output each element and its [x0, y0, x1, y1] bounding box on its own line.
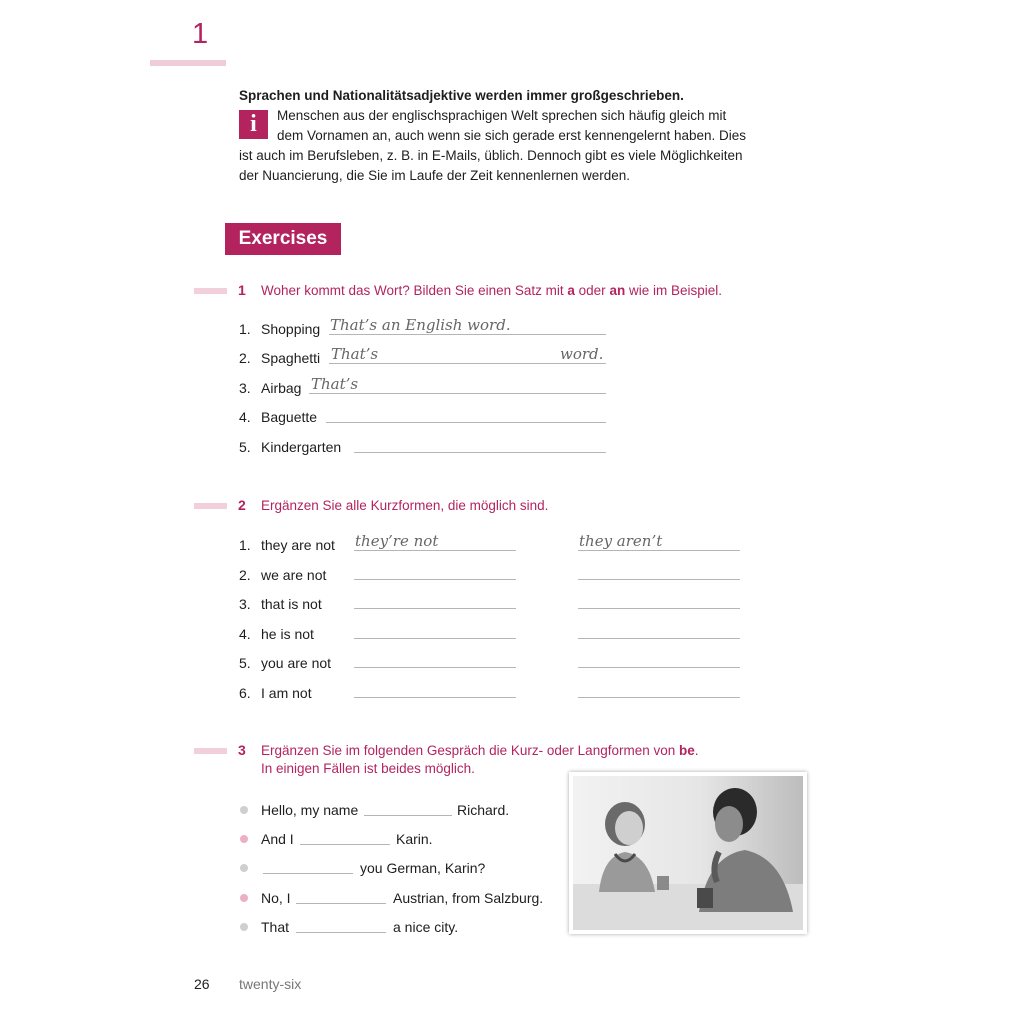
ex2-answer-line-1[interactable]: [354, 550, 516, 551]
ex3-text-after: a nice city.: [393, 919, 459, 935]
ex1-number: 1: [238, 282, 246, 298]
info-icon: i: [239, 110, 268, 139]
ex1-answer-line[interactable]: [326, 422, 606, 423]
ex3-text-before: That: [261, 919, 290, 935]
info-block: [239, 86, 779, 186]
photo-two-people: [569, 772, 807, 934]
speaker-dot-grey: [240, 806, 248, 814]
page-number-words: twenty-six: [239, 976, 302, 992]
ex1-instruction: Woher kommt das Wort? Bilden Sie einen Satz mit a oder an wie im Beispiel.: [261, 283, 722, 298]
ex2-answer-line-1[interactable]: [354, 697, 516, 698]
ex3-text-after: Austrian, from Salzburg.: [393, 890, 544, 906]
speaker-dot-grey: [240, 923, 248, 931]
ex2-instruction: Ergänzen Sie alle Kurzformen, die möglich sind.: [261, 498, 549, 513]
ex1-item-answer: That’s: [311, 375, 359, 393]
chapter-underline: [150, 60, 226, 66]
ex1-item-word: Shopping: [261, 321, 321, 337]
speaker-dot-pink: [240, 835, 248, 843]
ex3-instruction: Ergänzen Sie im folgenden Gespräch die Kurz- oder Langformen von be.: [261, 743, 699, 758]
ex1-item-word: Baguette: [261, 409, 318, 425]
chapter-number: 1: [192, 18, 209, 50]
ex3-text-after: you German, Karin?: [360, 860, 486, 876]
ex2-marker-bar: [194, 503, 227, 509]
info-text-line3: ist auch im Berufsleben, z. B. in E-Mails, üblich. Dennoch gibt es viele Möglichkeiten: [239, 148, 743, 163]
ex2-answer-line-1[interactable]: [354, 638, 516, 639]
ex1-answer-line[interactable]: [329, 363, 606, 364]
ex2-item-phrase: he is not: [261, 626, 314, 642]
ex3-answer-line[interactable]: [300, 844, 390, 845]
ex1-item-word: Spaghetti: [261, 350, 321, 366]
speaker-dot-pink: [240, 894, 248, 902]
ex2-item-phrase: that is not: [261, 596, 322, 612]
ex3-marker-bar: [194, 748, 227, 754]
speaker-dot-grey: [240, 864, 248, 872]
ex2-short-form-2: they aren’t: [579, 532, 663, 550]
ex1-answer-line[interactable]: [354, 452, 606, 453]
ex1-marker-bar: [194, 288, 227, 294]
page-number: 26: [194, 976, 210, 992]
ex1-item-number: 1.: [239, 321, 251, 337]
ex3-text-after: Richard.: [457, 802, 510, 818]
ex3-text-before: No, I: [261, 890, 291, 906]
ex2-answer-line-1[interactable]: [354, 608, 516, 609]
ex2-answer-line-2[interactable]: [578, 667, 740, 668]
info-text-line4: der Nuancierung, die Sie im Laufe der Zeit kennenlernen werden.: [239, 168, 630, 183]
ex2-short-form-1: they’re not: [355, 532, 439, 550]
ex2-item-number: 1.: [239, 537, 251, 553]
ex2-item-number: 4.: [239, 626, 251, 642]
ex1-item-number: 4.: [239, 409, 251, 425]
ex1-answer-line[interactable]: [329, 334, 606, 335]
ex1-item-word: Airbag: [261, 380, 302, 396]
ex1-item-answer-end: word.: [560, 345, 604, 363]
ex2-item-number: 5.: [239, 655, 251, 671]
ex2-answer-line-1[interactable]: [354, 579, 516, 580]
ex2-answer-line-2[interactable]: [578, 550, 740, 551]
ex2-item-phrase: we are not: [261, 567, 327, 583]
ex1-item-number: 2.: [239, 350, 251, 366]
ex2-answer-line-2[interactable]: [578, 638, 740, 639]
ex2-answer-line-2[interactable]: [578, 697, 740, 698]
ex3-text-before: Hello, my name: [261, 802, 359, 818]
info-text-line1: Menschen aus der englischsprachigen Welt sprechen sich häufig gleich mit: [277, 108, 727, 123]
ex2-item-number: 3.: [239, 596, 251, 612]
info-bold-line: Sprachen und Nationalitätsadjektive werden immer großgeschrieben.: [239, 88, 684, 103]
ex3-answer-line[interactable]: [263, 873, 353, 874]
ex2-item-phrase: you are not: [261, 655, 332, 671]
ex1-item-number: 5.: [239, 439, 251, 455]
ex3-answer-line[interactable]: [296, 932, 386, 933]
ex3-number: 3: [238, 742, 246, 758]
ex3-instruction-line2: In einigen Fällen ist beides möglich.: [261, 761, 475, 776]
ex1-item-number: 3.: [239, 380, 251, 396]
ex3-answer-line[interactable]: [296, 903, 386, 904]
ex2-item-number: 2.: [239, 567, 251, 583]
info-text-line2: dem Vornamen an, auch wenn sie sich gerade erst kennengelernt haben. Dies: [277, 128, 747, 143]
ex3-answer-line[interactable]: [364, 815, 452, 816]
ex3-text-after: Karin.: [396, 831, 433, 847]
ex2-item-number: 6.: [239, 685, 251, 701]
ex2-answer-line-1[interactable]: [354, 667, 516, 668]
photo-two-people-talking-icon: [569, 772, 807, 934]
ex2-item-phrase: they are not: [261, 537, 335, 553]
ex1-item-answer: That’s an English word.: [330, 316, 511, 334]
ex3-text-before: And I: [261, 831, 294, 847]
ex1-answer-line[interactable]: [309, 393, 606, 394]
ex2-answer-line-2[interactable]: [578, 579, 740, 580]
ex2-number: 2: [238, 497, 246, 513]
ex1-item-word: Kindergarten: [261, 439, 342, 455]
ex2-item-phrase: I am not: [261, 685, 312, 701]
ex1-item-answer: That’s: [331, 345, 379, 363]
ex2-answer-line-2[interactable]: [578, 608, 740, 609]
exercises-heading: Exercises: [225, 223, 341, 255]
